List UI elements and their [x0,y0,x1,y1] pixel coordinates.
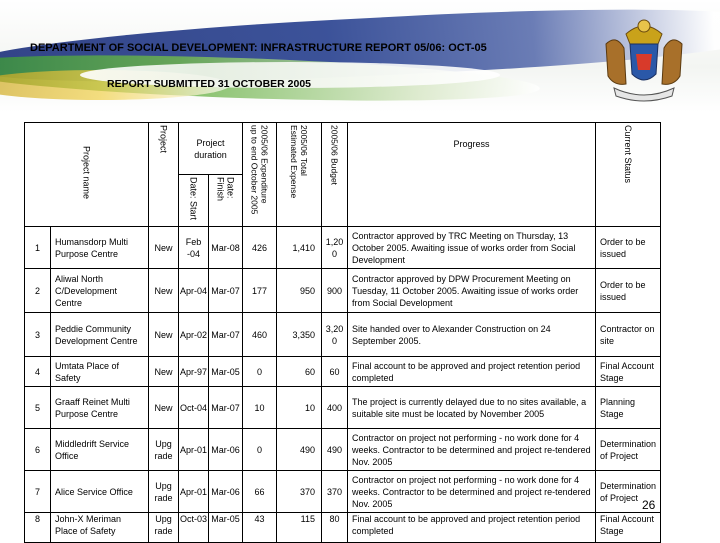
header-total-estimated: 2005/06 Total Estimated Expense [277,123,322,227]
row-number: 8 [25,513,51,543]
budget-cell: 490 [322,429,348,471]
progress-cell: Contractor approved by TRC Meeting on Thursday, 13 October 2005. Awaiting issue of works order from Social Development [348,227,596,269]
status-cell: Contractor on site [596,313,661,357]
status-cell: Final Account Stage [596,513,661,543]
project-type-cell: New [149,227,179,269]
table-row [25,513,661,543]
total-estimated-cell: 115 [277,513,322,543]
expenditure-cell: 66 [243,471,277,513]
budget-cell: 80 [322,513,348,543]
project-type-cell: Upg rade [149,429,179,471]
start-date-cell: Apr-02 [179,313,209,357]
start-date-cell: Apr-01 [179,429,209,471]
budget-cell: 370 [322,471,348,513]
expenditure-cell: 10 [243,387,277,429]
project-name-cell: Middledrift Service Office [51,429,149,471]
project-type-cell: Upg rade [149,513,179,543]
start-date-cell: Apr-01 [179,471,209,513]
table-row [25,357,661,387]
finish-date-cell: Mar-08 [209,227,243,269]
page-number: 26 [642,498,656,512]
total-estimated-cell: 60 [277,357,322,387]
project-name-cell: Aliwal North C/Development Centre [51,269,149,313]
header-date-start: Date: Start [179,175,209,227]
row-number: 1 [25,227,51,269]
table-row [25,269,661,313]
project-name-cell: Umtata Place of Safety [51,357,149,387]
coat-of-arms-icon [596,14,692,106]
progress-cell: Contractor approved by DPW Procurement Meeting on Tuesday, 11 October 2005. Awaiting issue of works order from Social Development [348,269,596,313]
project-type-cell: Upg rade [149,471,179,513]
progress-cell: Contractor on project not performing - no work done for 4 weeks. Contractor to be determined and project re-tendered Nov. 2005 [348,471,596,513]
project-name-cell: Graaff Reinet Multi Purpose Centre [51,387,149,429]
budget-cell: 3,20 0 [322,313,348,357]
budget-cell: 60 [322,357,348,387]
status-cell: Order to be issued [596,269,661,313]
finish-date-cell: Mar-05 [209,513,243,543]
infrastructure-table [24,122,661,543]
row-number: 4 [25,357,51,387]
budget-cell: 900 [322,269,348,313]
start-date-cell: Oct-03 [179,513,209,543]
total-estimated-cell: 1,410 [277,227,322,269]
header-row-top [25,123,661,175]
header-progress: Progress [348,123,596,227]
page-title: DEPARTMENT OF SOCIAL DEVELOPMENT: INFRASTRUCTURE REPORT 05/06: OCT-05 [30,42,487,54]
expenditure-cell: 460 [243,313,277,357]
expenditure-cell: 43 [243,513,277,543]
start-date-cell: Feb -04 [179,227,209,269]
expenditure-cell: 0 [243,429,277,471]
table-row [25,471,661,513]
budget-cell: 400 [322,387,348,429]
project-type-cell: New [149,269,179,313]
header-banner [0,0,720,112]
header-project-name: Project name [25,123,149,227]
finish-date-cell: Mar-07 [209,269,243,313]
start-date-cell: Apr-97 [179,357,209,387]
status-cell: Determination of Project [596,471,661,513]
header-expenditure: 2005/06 Expenditure up to end October 2005 [243,123,277,227]
project-name-cell: Alice Service Office [51,471,149,513]
header-project: Project [149,123,179,227]
expenditure-cell: 177 [243,269,277,313]
header-budget: 2005/06 Budget [322,123,348,227]
project-name-cell: Peddie Community Development Centre [51,313,149,357]
header-project-duration: Project duration [179,123,243,175]
finish-date-cell: Mar-05 [209,357,243,387]
row-number: 6 [25,429,51,471]
finish-date-cell: Mar-06 [209,429,243,471]
table-row [25,429,661,471]
project-name-cell: Humansdorp Multi Purpose Centre [51,227,149,269]
progress-cell: Final account to be approved and project retention period completed [348,513,596,543]
header-current-status: Current Status [596,123,661,227]
project-type-cell: New [149,387,179,429]
table-row [25,387,661,429]
row-number: 3 [25,313,51,357]
total-estimated-cell: 3,350 [277,313,322,357]
budget-cell: 1,20 0 [322,227,348,269]
finish-date-cell: Mar-07 [209,387,243,429]
start-date-cell: Oct-04 [179,387,209,429]
project-type-cell: New [149,357,179,387]
status-cell: Determination of Project [596,429,661,471]
expenditure-cell: 0 [243,357,277,387]
row-number: 5 [25,387,51,429]
total-estimated-cell: 950 [277,269,322,313]
project-name-cell: John-X Meriman Place of Safety [51,513,149,543]
progress-cell: Final account to be approved and project retention period completed [348,357,596,387]
start-date-cell: Apr-04 [179,269,209,313]
progress-cell: The project is currently delayed due to no sites available, a suitable site must be located by November 2005 [348,387,596,429]
total-estimated-cell: 370 [277,471,322,513]
total-estimated-cell: 10 [277,387,322,429]
status-cell: Order to be issued [596,227,661,269]
row-number: 7 [25,471,51,513]
table-row [25,227,661,269]
progress-cell: Site handed over to Alexander Construction on 24 September 2005. [348,313,596,357]
progress-cell: Contractor on project not performing - no work done for 4 weeks. Contractor to be determined and project re-tendered Nov. 2005 [348,429,596,471]
finish-date-cell: Mar-07 [209,313,243,357]
status-cell: Final Account Stage [596,357,661,387]
header-date-finish: Date: Finish [209,175,243,227]
status-cell: Planning Stage [596,387,661,429]
page-subtitle: REPORT SUBMITTED 31 OCTOBER 2005 [107,78,312,90]
finish-date-cell: Mar-06 [209,471,243,513]
table-row [25,313,661,357]
project-type-cell: New [149,313,179,357]
row-number: 2 [25,269,51,313]
expenditure-cell: 426 [243,227,277,269]
total-estimated-cell: 490 [277,429,322,471]
